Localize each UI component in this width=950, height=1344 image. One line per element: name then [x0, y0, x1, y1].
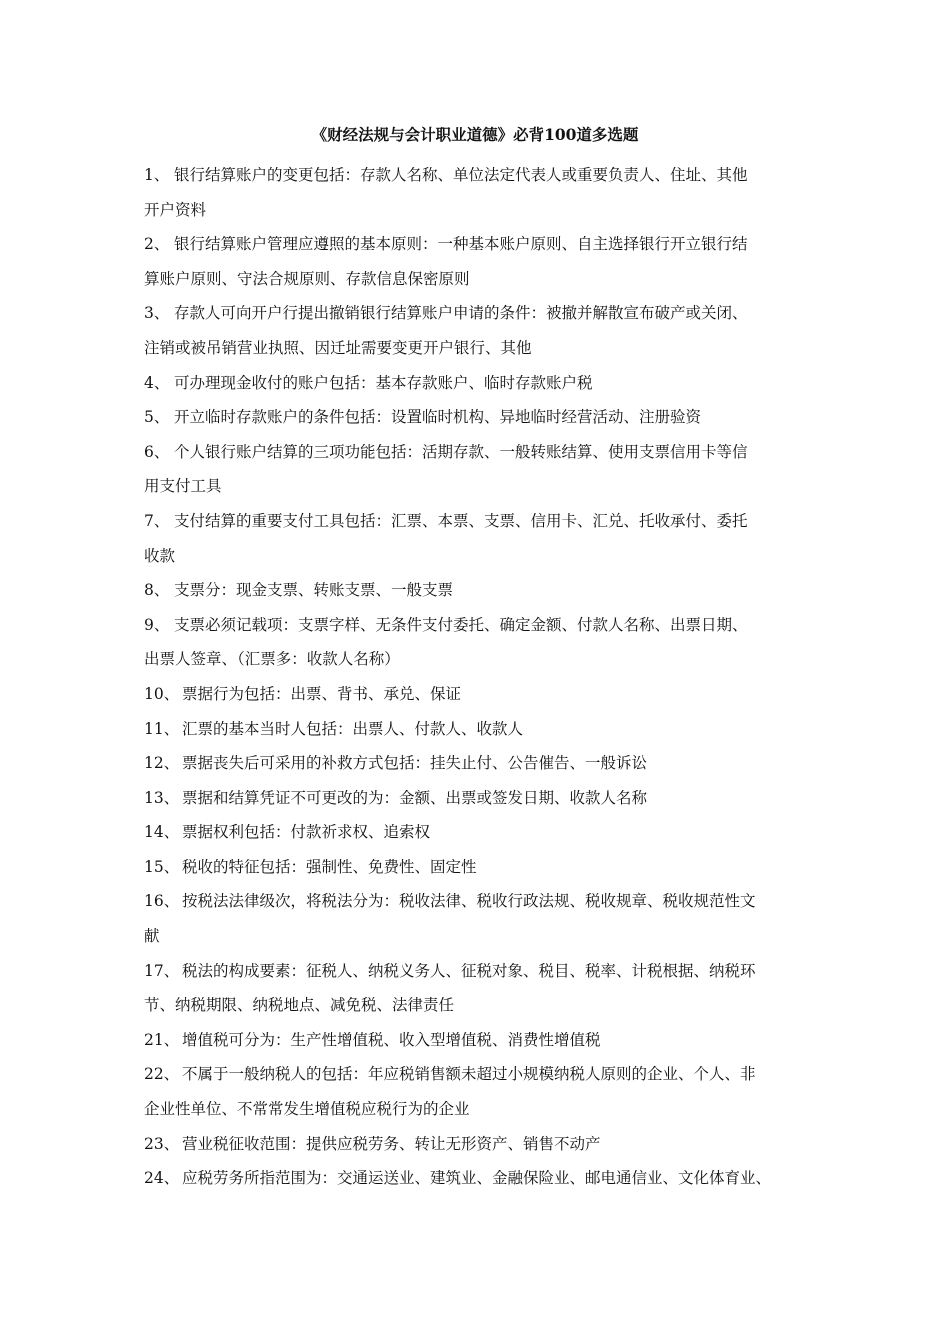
item-text: 不属于一般纳税人的包括：年应税销售额未超过小规模纳税人原则的企业、个人、非 — [182, 1065, 756, 1084]
item-first-line — [144, 296, 824, 331]
item-number: 15、 — [144, 857, 180, 876]
list-item — [144, 781, 824, 816]
item-continuation-line — [144, 1092, 824, 1127]
item-first-line — [144, 954, 824, 989]
item-number: 2、 — [144, 235, 170, 254]
item-continuation-line — [144, 262, 824, 297]
item-number: 23、 — [144, 1134, 180, 1153]
list-item — [144, 815, 824, 850]
item-text: 税法的构成要素：征税人、纳税义务人、征税对象、税目、税率、计税根据、纳税环 — [182, 961, 756, 980]
item-text: 个人银行账户结算的三项功能包括：活期存款、一般转账结算、使用支票信用卡等信 — [174, 442, 748, 461]
item-first-line — [144, 781, 824, 816]
item-continuation-line — [144, 193, 824, 228]
item-number: 7、 — [144, 511, 170, 530]
item-text: 支票分：现金支票、转账支票、一般支票 — [174, 581, 454, 600]
item-first-line — [144, 1057, 824, 1092]
list-item — [144, 746, 824, 781]
item-number: 13、 — [144, 788, 180, 807]
item-continuation-line — [144, 331, 824, 366]
item-first-line — [144, 1127, 824, 1162]
item-text: 存款人可向开户行提出撤销银行结算账户申请的条件：被撤并解散宣布破产或关闭、 — [174, 304, 748, 323]
item-number: 5、 — [144, 408, 170, 427]
list-item — [144, 850, 824, 885]
item-text: 票据权利包括：付款祈求权、追索权 — [182, 823, 431, 842]
item-number: 16、 — [144, 892, 180, 911]
list-item — [144, 884, 824, 953]
item-text: 营业税征收范围：提供应税劳务、转让无形资产、销售不动产 — [182, 1134, 601, 1153]
item-first-line — [144, 1023, 824, 1058]
item-number: 24、 — [144, 1169, 180, 1188]
item-first-line — [144, 746, 824, 781]
item-first-line — [144, 850, 824, 885]
item-first-line — [144, 884, 824, 919]
item-continuation-line — [144, 539, 824, 574]
item-text: 节、纳税期限、纳税地点、减免税、法律责任 — [144, 996, 455, 1015]
list-item — [144, 573, 824, 608]
item-text: 出票人签章、（汇票多：收款人名称） — [144, 650, 400, 669]
item-text: 用支付工具 — [144, 477, 222, 496]
document-title: 《财经法规与会计职业道德》必背100道多选题 — [311, 125, 639, 144]
item-number: 11、 — [144, 719, 180, 738]
item-number: 14、 — [144, 823, 180, 842]
item-text: 可办理现金收付的账户包括：基本存款账户、临时存款账户税 — [174, 373, 593, 392]
item-first-line — [144, 435, 824, 470]
list-item — [144, 227, 824, 296]
item-text: 汇票的基本当时人包括：出票人、付款人、收款人 — [182, 719, 524, 738]
list-item — [144, 400, 824, 435]
item-text: 票据和结算凭证不可更改的为：金额、出票或签发日期、收款人名称 — [182, 788, 648, 807]
item-first-line — [144, 573, 824, 608]
item-number: 1、 — [144, 166, 170, 184]
list-item — [144, 677, 824, 712]
item-number: 22、 — [144, 1065, 180, 1084]
item-number: 8、 — [144, 581, 170, 600]
item-first-line — [144, 1161, 824, 1196]
list-item — [144, 712, 824, 747]
list-item — [144, 954, 824, 1023]
item-number: 3、 — [144, 304, 170, 323]
item-first-line — [144, 227, 824, 262]
item-text: 算账户原则、守法合规原则、存款信息保密原则 — [144, 269, 470, 288]
list-item — [144, 608, 824, 677]
item-text: 开户资料 — [144, 200, 207, 219]
item-number: 9、 — [144, 615, 170, 634]
list-item — [144, 1161, 824, 1196]
item-number: 21、 — [144, 1030, 180, 1049]
item-text: 支票必须记载项：支票字样、无条件支付委托、确定金额、付款人名称、出票日期、 — [174, 615, 748, 634]
item-first-line — [144, 366, 824, 401]
item-number: 10、 — [144, 684, 180, 703]
item-number: 12、 — [144, 754, 180, 773]
item-first-line — [144, 504, 824, 539]
list-item — [144, 1023, 824, 1058]
item-text: 税收的特征包括：强制性、免费性、固定性 — [182, 857, 477, 876]
item-text: 票据行为包括：出票、背书、承兑、保证 — [182, 684, 462, 703]
item-number: 6、 — [144, 442, 170, 461]
item-text: 银行结算账户管理应遵照的基本原则：一种基本账户原则、自主选择银行开立银行结 — [174, 235, 748, 254]
list-item — [144, 366, 824, 401]
item-continuation-line — [144, 469, 824, 504]
item-text: 收款 — [144, 546, 176, 565]
item-text: 应税劳务所指范围为：交通运送业、建筑业、金融保险业、邮电通信业、文化体育业、 — [182, 1169, 772, 1188]
item-first-line — [144, 400, 824, 435]
item-text: 企业性单位、不常常发生增值税应税行为的企业 — [144, 1100, 470, 1119]
item-text: 按税法法律级次，将税法分为：税收法律、税收行政法规、税收规章、税收规范性文 — [182, 892, 756, 911]
item-text: 注销或被吊销营业执照、因迁址需要变更开户银行、其他 — [144, 338, 532, 357]
item-text: 票据丧失后可采用的补救方式包括：挂失止付、公告催告、一般诉讼 — [182, 754, 648, 773]
question-list — [144, 158, 824, 1196]
item-first-line — [144, 677, 824, 712]
item-text: 支付结算的重要支付工具包括：汇票、本票、支票、信用卡、汇兑、托收承付、委托 — [174, 511, 748, 530]
item-first-line — [144, 712, 824, 747]
list-item — [144, 158, 824, 227]
item-text: 献 — [144, 927, 160, 946]
item-first-line — [144, 815, 824, 850]
item-first-line — [144, 158, 824, 193]
list-item — [144, 1057, 824, 1126]
list-item — [144, 296, 824, 365]
list-item — [144, 504, 824, 573]
item-continuation-line — [144, 919, 824, 954]
item-text: 银行结算账户的变更包括：存款人名称、单位法定代表人或重要负责人、住址、其他 — [174, 166, 748, 184]
item-number: 4、 — [144, 373, 170, 392]
item-continuation-line — [144, 988, 824, 1023]
item-continuation-line — [144, 642, 824, 677]
item-text: 开立临时存款账户的条件包括：设置临时机构、异地临时经营活动、注册验资 — [174, 408, 702, 427]
list-item — [144, 1127, 824, 1162]
item-first-line — [144, 608, 824, 643]
item-number: 17、 — [144, 961, 180, 980]
list-item — [144, 435, 824, 504]
item-text: 增值税可分为：生产性增值税、收入型增值税、消费性增值税 — [182, 1030, 601, 1049]
